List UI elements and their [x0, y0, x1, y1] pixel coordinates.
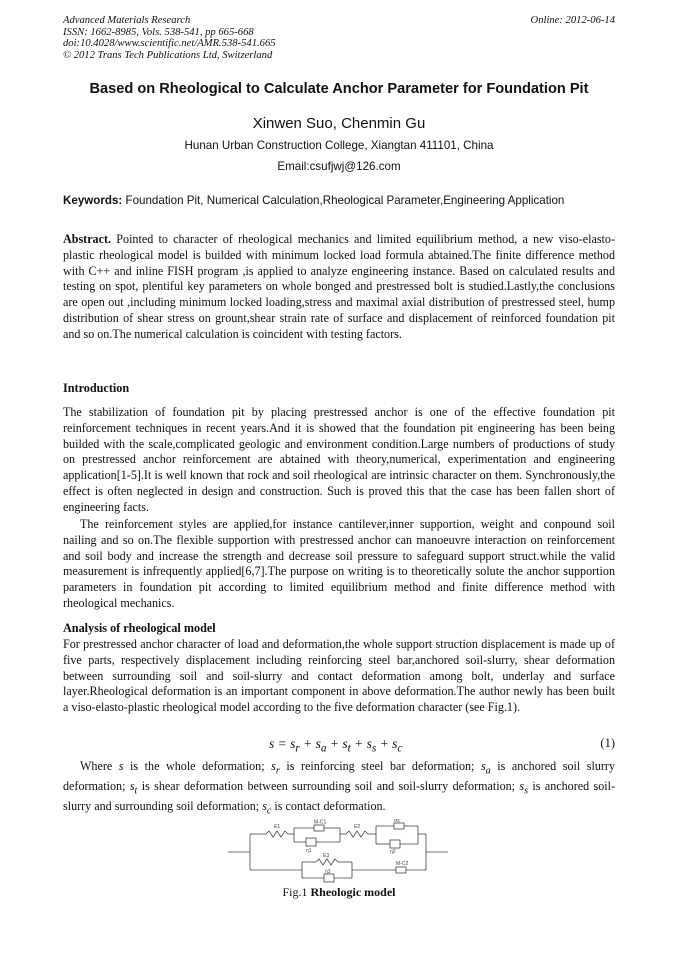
slider-mc2 — [396, 867, 406, 873]
authors: Xinwen Suo, Chenmin Gu — [252, 115, 426, 132]
label-e2: E2 — [354, 824, 361, 830]
symbol-st: $s_t$ — [129, 779, 138, 797]
label-mc2: M-C2 — [396, 861, 409, 867]
spring-e2 — [346, 831, 368, 837]
equation-formula: $s = s_r + s_a + s_t + s_s + s_c$ — [269, 736, 403, 755]
abstract-text: Pointed to character of rheological mechanics and limited equilibrium method, a new viso-elasto-plastic rheological model is builded with minimum locked load formula abtained.The finite difference method with C++ and inline FISH program ,is applied to analyze engineering instance. Based on calculated results and testing on spot, plentiful key parameters on whole bonged and prestressed bolt is studied.Lastly,the conclusions are open out ,including minimum locked loading,stress and maximal axial distribution of prestressed steel, hump distribution of shear stress on grount,shear strain rate of surface and displacement of reinforced foundation pit and so on.The numerical calculation is coincident with testing factors. — [63, 232, 615, 341]
dashpot-eta3 — [324, 874, 334, 882]
spring-e3 — [316, 859, 338, 865]
symbol-sa: $s_a$ — [480, 759, 491, 777]
where-text: is contact deformation. — [271, 799, 386, 814]
caption-prefix: Fig.1 — [282, 885, 311, 899]
where-text: is reinforcing steel bar deformation; — [279, 759, 481, 773]
keywords-text: Foundation Pit, Numerical Calculation,Rheological Parameter,Engineering Application — [122, 194, 565, 207]
label-e3: E3 — [323, 853, 330, 859]
online-date: Online: 2012-06-14 — [530, 15, 615, 26]
abstract-label: Abstract. — [63, 232, 112, 246]
journal-header — [63, 15, 615, 61]
where-text: is shear deformation between surrounding soil and soil-slurry deformation; — [137, 779, 520, 794]
dashpot-eta1 — [306, 838, 316, 846]
issn-line: ISSN: 1662-8985, Vols. 538-541, pp 665-668 — [63, 26, 254, 38]
keywords-label: Keywords: — [63, 194, 123, 207]
introduction-paragraph-1: The stabilization of foundation pit by placing prestressed anchor is one of the effective foundation pit reinforcement techniques in recent years.And it is showed that the foundation pit engineering has been being builded with the scale,complicated geologic and environment condition.Large numbers of productions of study on prestressed anchor reinforcement are abtained with theory,numerical, experimentation and engineering application[1-5].It is well known that rock and soil rheological are intrinsic character on them. Synchronously,the effect is often neglected in design and construction. Such is proved this that the case has been fallen short of engineering facts. — [63, 405, 615, 514]
doi-line: doi:10.4028/www.scientific.net/AMR.538-541.665 — [63, 38, 276, 49]
keywords — [63, 194, 623, 207]
where-text: is the whole deformation; — [123, 759, 272, 773]
analysis-heading: Analysis of rheological model — [63, 621, 216, 635]
symbol-s: s — [118, 759, 124, 773]
where-text: is anchored soil slurry deformation; — [63, 759, 615, 794]
email: Email:csufjwj@126.com — [277, 160, 401, 173]
introduction-paragraph-2: The reinforcement styles are applied,for instance cantilever,inner supportion, weight and conpound soil nailing and so on.The flexible supportion with prestressed anchor can manoeuvre interaction on reinforcement and soil body and increase the strength and decrease soil pressure to safeguard support struct.while the valid measurement is infrequently applied[6,7].The purpose on writing is to theoretically solute the anchor supportion parameters in foundation pit according to limited equilibrium method and finite difference method with rheological mechanics. — [63, 517, 615, 610]
label-eta3: η3 — [325, 869, 331, 875]
introduction-heading: Introduction — [63, 381, 130, 395]
abstract — [63, 232, 615, 343]
slider-mc1 — [314, 825, 324, 831]
figure-caption — [0, 885, 678, 900]
spring-e1 — [266, 831, 288, 837]
where-text: is anchored soil-slurry and surrounding soil deformation; — [63, 779, 615, 814]
dashpot-eta2 — [390, 840, 400, 848]
symbol-ss: $s_s$ — [519, 779, 529, 797]
affiliation: Hunan Urban Construction College, Xiangtan 411101, China — [184, 139, 494, 152]
symbol-sc: $s_c$ — [262, 799, 272, 817]
label-eta1: η1 — [306, 848, 312, 854]
copyright-line: © 2012 Trans Tech Publications Ltd, Switzerland — [63, 49, 273, 61]
symbol-sr: $s_r$ — [271, 759, 280, 777]
label-eta2: η2 — [390, 849, 396, 855]
equation-1 — [63, 736, 615, 754]
rheologic-model-diagram — [228, 818, 448, 882]
paper-title: Based on Rheological to Calculate Anchor Parameter for Foundation Pit — [89, 81, 589, 97]
label-mc1: M-C1 — [314, 819, 327, 826]
where-text: Where — [80, 759, 119, 773]
analysis-where-paragraph — [63, 759, 615, 820]
analysis-paragraph-1: For prestressed anchor character of load and deformation,the whole support struction displacement is made up of five parts, respectively displacement including reinforcing steel bar,anchored soil-slurry, shear deformation between surrounding soil and soil-slurry and contact deformation among bolt, underlay and surface layer.Rheological deformation is an important component in above deformation.The author newly has been built a viso-elasto-plastic rheological model according to the five deformation character (see Fig.1). — [63, 637, 615, 715]
equation-number: (1) — [600, 736, 615, 750]
journal-name: Advanced Materials Research — [63, 15, 191, 26]
caption-title: Rheologic model — [310, 885, 396, 899]
label-e1: E1 — [274, 824, 281, 830]
label-sigma-s: σs — [394, 818, 400, 824]
